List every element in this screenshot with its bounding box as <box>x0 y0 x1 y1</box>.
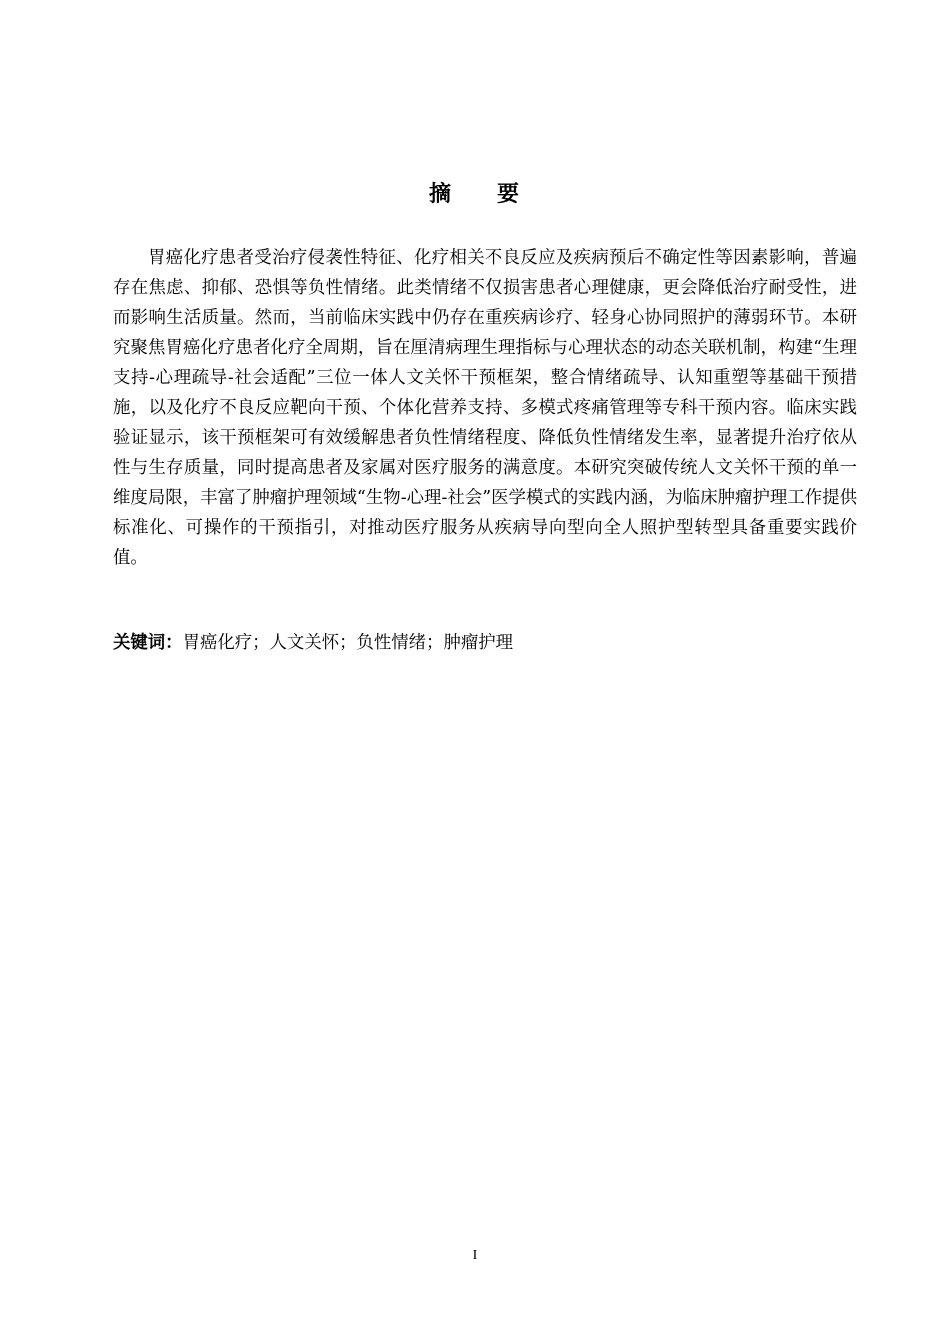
abstract-title-char-1: 摘 <box>428 182 453 207</box>
keywords-text: 胃癌化疗；人文关怀；负性情绪；肿瘤护理 <box>182 633 514 653</box>
keywords-label: 关键词： <box>113 633 183 653</box>
page-number: I <box>472 1248 478 1263</box>
abstract-title <box>0 178 950 212</box>
abstract-title-char-2: 要 <box>497 182 522 207</box>
keywords-line <box>113 628 857 658</box>
abstract-body: 胃癌化疗患者受治疗侵袭性特征、化疗相关不良反应及疾病预后不确定性等因素影响，普遍存在焦虑、抑郁、恐惧等负性情绪。此类情绪不仅损害患者心理健康，更会降低治疗耐受性，进而影响生活质量。然而，当前临床实践中仍存在重疾病诊疗、轻身心协同照护的薄弱环节。本研究聚焦胃癌化疗患者化疗全周期，旨在厘清病理生理指标与心理状态的动态关联机制，构建“生理支持-心理疏导-社会适配”三位一体人文关怀干预框架，整合情绪疏导、认知重塑等基础干预措施，以及化疗不良反应靶向干预、个体化营养支持、多模式疼痛管理等专科干预内容。临床实践验证显示，该干预框架可有效缓解患者负性情绪程度、降低负性情绪发生率，显著提升治疗依从性与生存质量，同时提高患者及家属对医疗服务的满意度。本研究突破传统人文关怀干预的单一维度局限，丰富了肿瘤护理领域“生物-心理-社会”医学模式的实践内涵，为临床肿瘤护理工作提供标准化、可操作的干预指引，对推动医疗服务从疾病导向型向全人照护型转型具备重要实践价值。 <box>113 248 857 568</box>
